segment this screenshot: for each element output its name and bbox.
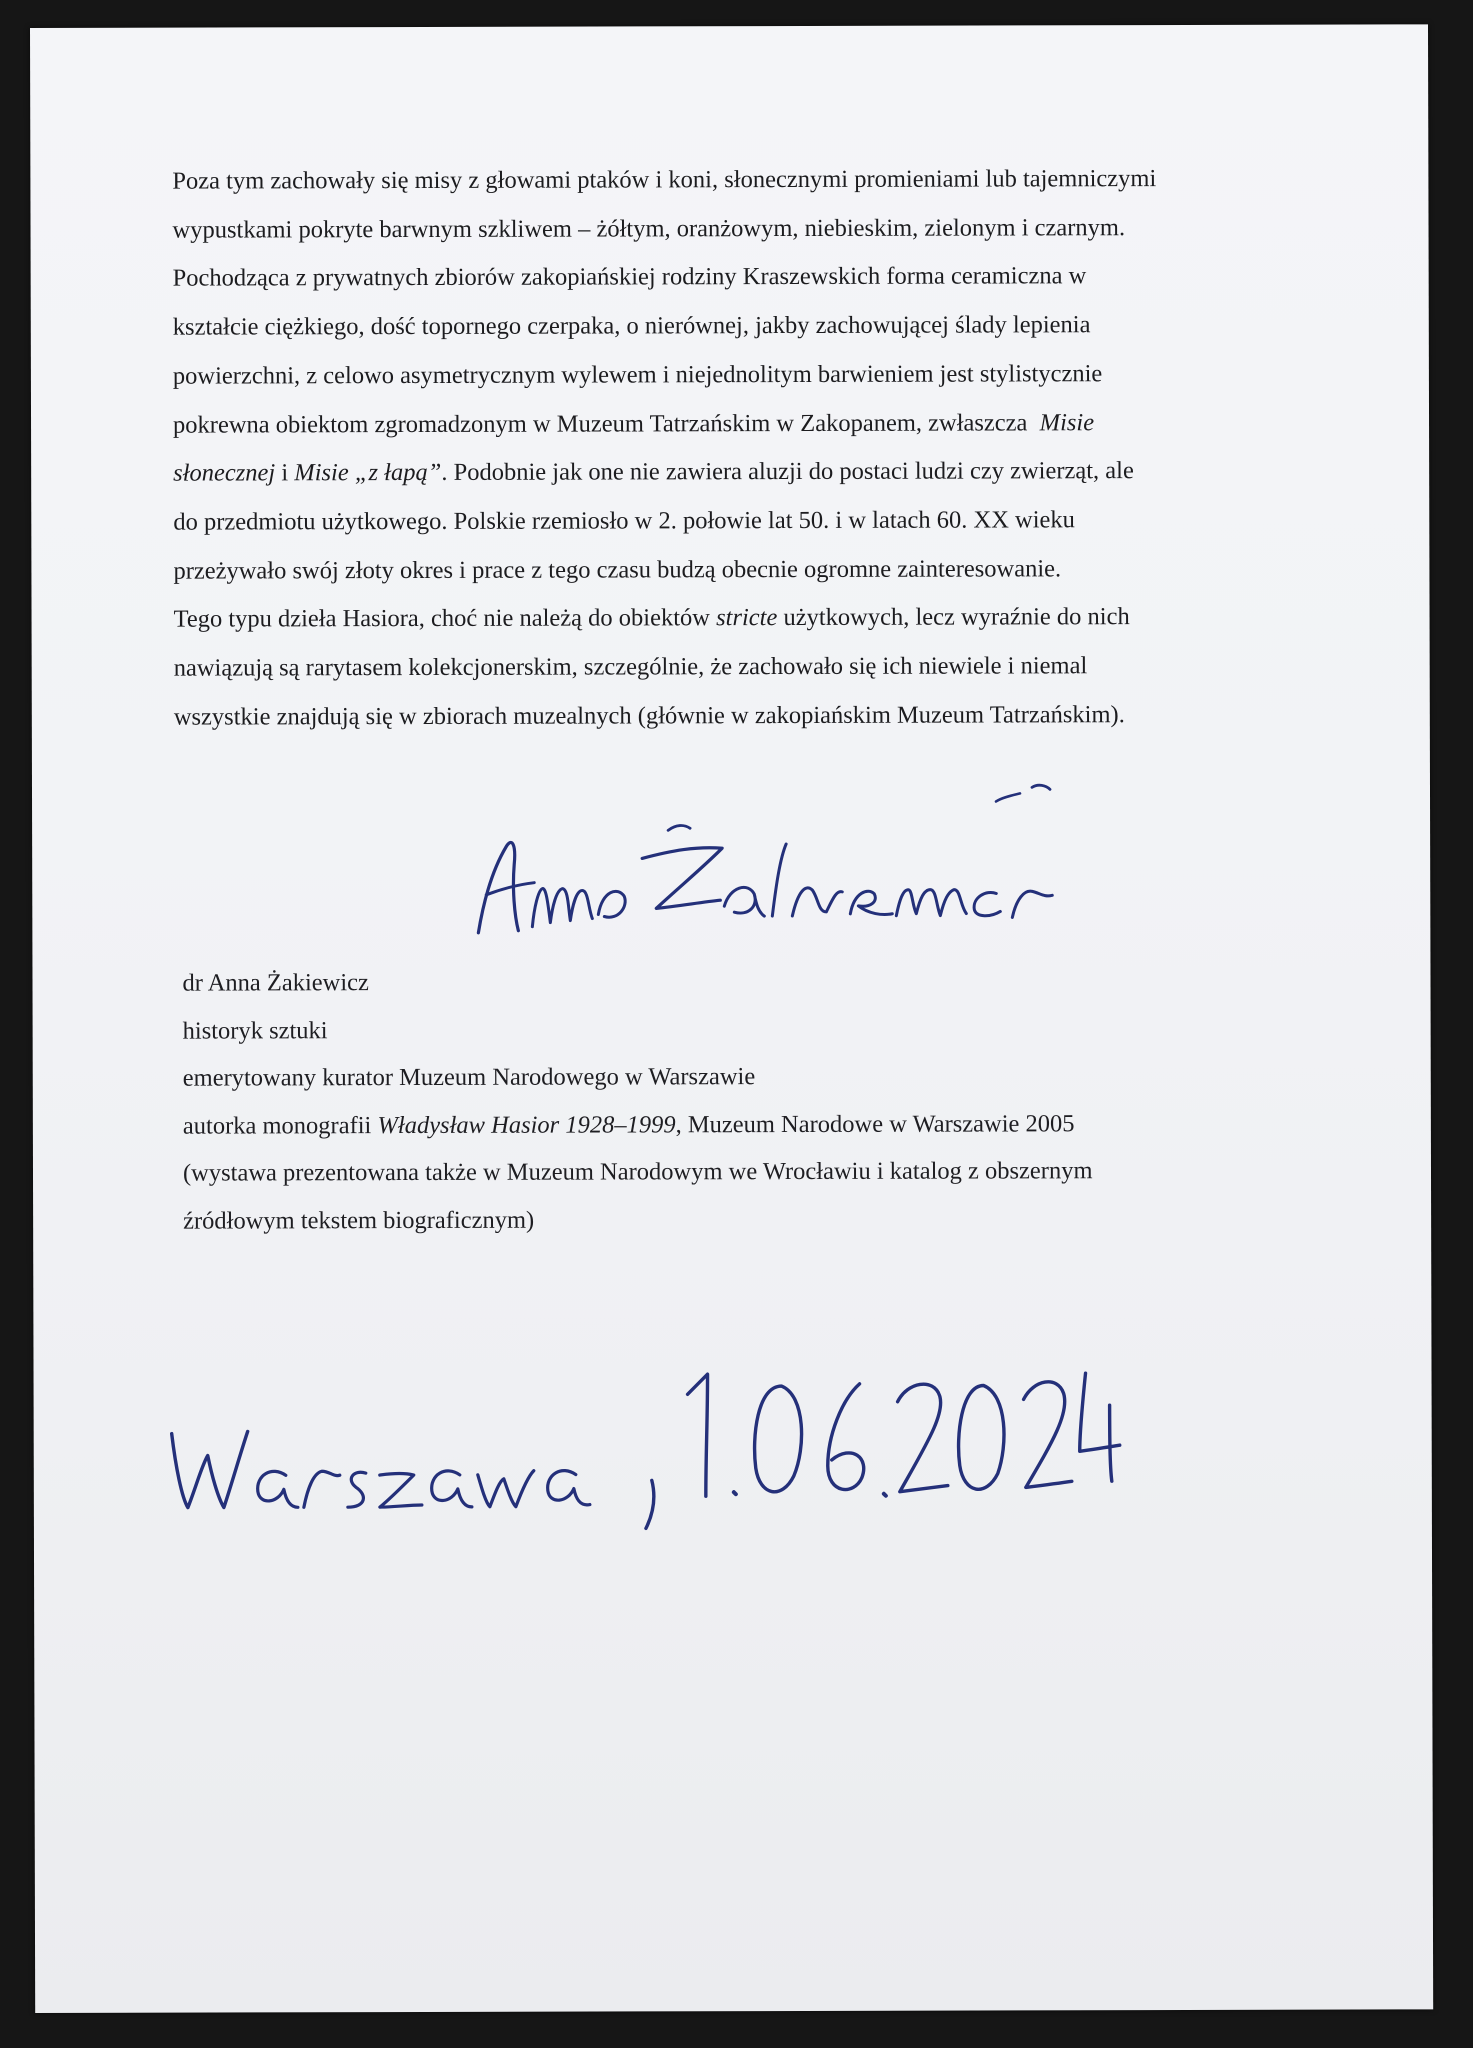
body-line: Pochodząca z prywatnych zbiorów zakopiańskiej rodziny Kraszewskich forma ceramiczna w [172,262,1087,293]
exhibition-note: źródłowym tekstem biograficznym) [183,1206,535,1235]
body-line: przeżywało swój złoty okres i prace z tego czasu budzą obecnie ogromne zainteresowanie. [173,554,1062,585]
body-line: wszystkie znajdują się w zbiorach muzealnych (głównie w zakopiańskim Muzeum Tatrzańskim). [173,700,1125,731]
body-text-run: użytkowych, lecz wyraźnie do nich [783,603,1130,632]
body-text-run: i [281,459,289,487]
monograph-suffix: , Muzeum Narodowe w Warszawie 2005 [675,1109,1075,1138]
body-line: wypustkami pokryte barwnym szkliwem – żółtym, oranżowym, niebieskim, zielonym i czarnym. [172,213,1126,244]
body-line: kształcie ciężkiego, dość topornego czerpaka, o nierównej, jakby zachowującej ślady lepienia [172,311,1091,341]
body-line [173,447,1353,499]
signature-block [182,957,1323,1245]
body-line: do przedmiotu użytkowego. Polskie rzemiosło w 2. połowie lat 50. i w latach 60. XX wieku [173,506,1075,536]
monograph-title: Władysław Hasior 1928–1999 [377,1110,676,1139]
body-text-run: Tego typu dzieła Hasiora, choć nie należą do obiektów [173,604,710,633]
handwritten-signature [472,765,1172,957]
body-paragraph [172,155,1354,743]
exhibition-note: (wystawa prezentowana także w Muzeum Narodowym we Wrocławiu i katalog z obszernym [182,1157,1093,1187]
author-role: historyk sztuki [182,1016,328,1045]
italic-term: stricte [716,604,778,632]
author-position: emerytowany kurator Muzeum Narodowego w Warszawie [182,1063,756,1092]
body-line: Poza tym zachowały się misy z głowami ptaków i koni, słonecznymi promieniami lub tajemniczymi [172,165,1157,195]
author-name: dr Anna Żakiewicz [182,969,369,997]
body-text-run: pokrewna obiektom zgromadzonym w Muzeum Tatrzańskim w Zakopanem, zwłaszcza [173,408,1028,439]
monograph-prefix: autorka monografii [182,1111,372,1140]
body-line [173,593,1353,645]
body-line: nawiązują są rarytasem kolekcjonerskim, szczególnie, że zachowało się ich niewiele i niemal [173,652,1088,682]
body-line: powierzchni, z celowo asymetrycznym wylewem i niejednolitym barwieniem jest stylistycznie [172,360,1103,390]
body-line [173,398,1353,450]
italic-title: Misie „z łapą” [294,459,442,487]
handwritten-date [161,1355,1121,1538]
paper-sheet [30,24,1433,2013]
italic-title: Misie [1039,408,1095,436]
body-text-run: . Podobnie jak one nie zawiera aluzji do postaci ludzi czy zwierząt, ale [441,457,1134,487]
author-monograph [183,1099,1323,1149]
italic-title: słonecznej [173,459,276,487]
